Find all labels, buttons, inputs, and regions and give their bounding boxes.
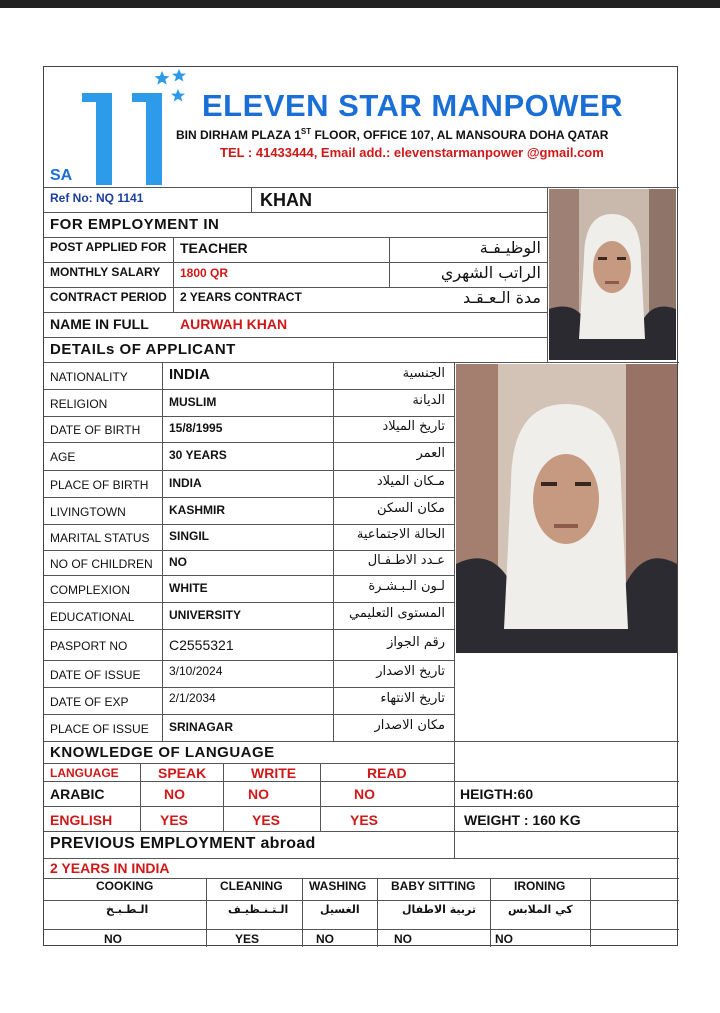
detail-label-ar: لـون الـبـشـرة (368, 579, 445, 594)
star-icon (171, 89, 185, 102)
height-value: HEIGTH:60 (460, 786, 534, 802)
detail-label: NO OF CHILDREN (50, 557, 153, 571)
detail-value: SRINAGAR (169, 720, 234, 734)
detail-value: 30 YEARS (169, 448, 227, 462)
star-icon (172, 69, 186, 82)
skill-ironing-ar: كي الملابس (508, 903, 573, 916)
detail-label: COMPLEXION (50, 583, 131, 597)
detail-value: NO (169, 555, 187, 569)
name-label: NAME IN FULL (50, 316, 149, 332)
detail-label-ar: مكان الاصدار (374, 718, 445, 733)
skill-cooking-ar: الـطـبـخ (106, 903, 149, 916)
english-speak: YES (160, 812, 189, 828)
post-label: POST APPLIED FOR (50, 240, 167, 254)
detail-label-ar: الحالة الاجتماعية (356, 527, 445, 542)
star-icon (155, 71, 170, 85)
skill-ironing-label: IRONING (514, 879, 566, 893)
detail-label: DATE OF EXP (50, 695, 129, 709)
read-col-header: READ (367, 765, 407, 781)
skill-cleaning-value: YES (235, 932, 260, 946)
detail-label: RELIGION (50, 397, 108, 411)
detail-value: UNIVERSITY (169, 608, 242, 622)
detail-label-ar: الجنسية (402, 366, 445, 381)
arabic-speak: NO (164, 786, 185, 802)
previous-section-title: PREVIOUS EMPLOYMENT abroad (50, 835, 316, 852)
employment-section-title: FOR EMPLOYMENT IN (50, 216, 220, 233)
skill-babysitting-label: BABY SITTING (391, 879, 476, 893)
detail-label-ar: رقم الجواز (387, 635, 445, 650)
contract-value: 2 YEARS CONTRACT (180, 290, 302, 304)
company-contact: TEL : 41433444, Email add.: elevenstarmanpower @gmail.com (220, 145, 604, 160)
skill-babysitting-value: NO (394, 932, 412, 946)
arabic-read: NO (354, 786, 375, 802)
ref-number: Ref No: NQ 1141 (50, 191, 144, 205)
skill-babysitting-ar: تربية الاطفال (402, 903, 477, 916)
language-name-english: ENGLISH (50, 812, 113, 828)
detail-value: INDIA (169, 476, 202, 490)
salary-label: MONTHLY SALARY (50, 265, 161, 279)
detail-value: 2/1/2034 (169, 691, 216, 705)
applicant-photo-large-image (456, 364, 677, 653)
skill-cleaning-label: CLEANING (220, 879, 283, 893)
skill-cooking-value: NO (104, 932, 122, 946)
contract-label: CONTRACT PERIOD (50, 290, 167, 304)
detail-label-ar: العمر (416, 446, 445, 461)
skill-washing-ar: الغسيل (320, 903, 360, 916)
previous-detail: 2 YEARS IN INDIA (50, 860, 170, 876)
detail-label-ar: مـكان الميلاد (376, 474, 445, 489)
write-col-header: WRITE (251, 765, 297, 781)
weight-value: WEIGHT : 160 KG (464, 812, 581, 828)
language-col-header: LANGUAGE (50, 766, 119, 780)
details-section-title: DETAILs OF APPLICANT (50, 341, 236, 358)
detail-label-ar: تاريخ الاصدار (376, 664, 445, 679)
detail-label: LIVINGTOWN (50, 505, 126, 519)
detail-label: DATE OF ISSUE (50, 668, 141, 682)
salary-label-ar: الراتب الشهري (440, 263, 541, 282)
detail-value: C2555321 (169, 637, 234, 653)
detail-label-ar: تاريخ الميلاد (382, 419, 445, 434)
surname: KHAN (260, 190, 312, 210)
detail-label: NATIONALITY (50, 370, 128, 384)
skill-ironing-value: NO (495, 932, 513, 946)
applicant-photo-small-image (549, 189, 676, 360)
detail-value: 15/8/1995 (169, 421, 223, 435)
detail-value: WHITE (169, 581, 208, 595)
contract-label-ar: مدة الـعـقـد (462, 288, 541, 307)
skill-cooking-label: COOKING (96, 879, 154, 893)
skill-cleaning-ar: الـتـنـظيـف (228, 903, 289, 916)
detail-label-ar: عـدد الاطـفـال (367, 553, 445, 568)
post-value: TEACHER (180, 240, 248, 256)
detail-label: PLACE OF ISSUE (50, 722, 149, 736)
english-read: YES (350, 812, 379, 828)
language-section-title: KNOWLEDGE OF LANGUAGE (50, 744, 275, 761)
detail-label-ar: مكان السكن (376, 501, 445, 516)
skill-washing-value: NO (316, 932, 334, 946)
full-name: AURWAH KHAN (180, 316, 288, 332)
application-form (43, 66, 678, 946)
detail-label: MARITAL STATUS (50, 531, 150, 545)
speak-col-header: SPEAK (158, 765, 207, 781)
applicant-photo-large (456, 364, 677, 653)
detail-label: EDUCATIONAL (50, 610, 135, 624)
detail-value: MUSLIM (169, 395, 217, 409)
detail-value: KASHMIR (169, 503, 225, 517)
detail-label: PLACE OF BIRTH (50, 478, 149, 492)
logo-prefix: SA (50, 167, 73, 184)
divider (44, 187, 679, 188)
detail-label: AGE (50, 450, 76, 464)
detail-value: INDIA (169, 366, 210, 383)
post-label-ar: الوظيـفـة (479, 238, 541, 257)
detail-label-ar: تاريخ الانتهاء (380, 691, 445, 706)
skill-washing-label: WASHING (309, 879, 367, 893)
top-edge-bar (0, 0, 720, 8)
english-write: YES (252, 812, 281, 828)
detail-label: DATE OF BIRTH (50, 423, 141, 437)
detail-label-ar: الديانة (412, 393, 445, 408)
arabic-write: NO (248, 786, 269, 802)
detail-value: 3/10/2024 (169, 664, 223, 678)
salary-value: 1800 QR (180, 266, 229, 280)
detail-value: SINGIL (169, 529, 210, 543)
applicant-photo-small (549, 189, 676, 360)
company-name: ELEVEN STAR MANPOWER (202, 88, 624, 123)
detail-label-ar: المستوى التعليمي (349, 606, 445, 621)
detail-label: PASPORT NO (50, 639, 128, 653)
company-address: BIN DIRHAM PLAZA 1ST FLOOR, OFFICE 107, AL MANSOURA DOHA QATAR (176, 127, 609, 142)
language-name-arabic: ARABIC (50, 786, 105, 802)
